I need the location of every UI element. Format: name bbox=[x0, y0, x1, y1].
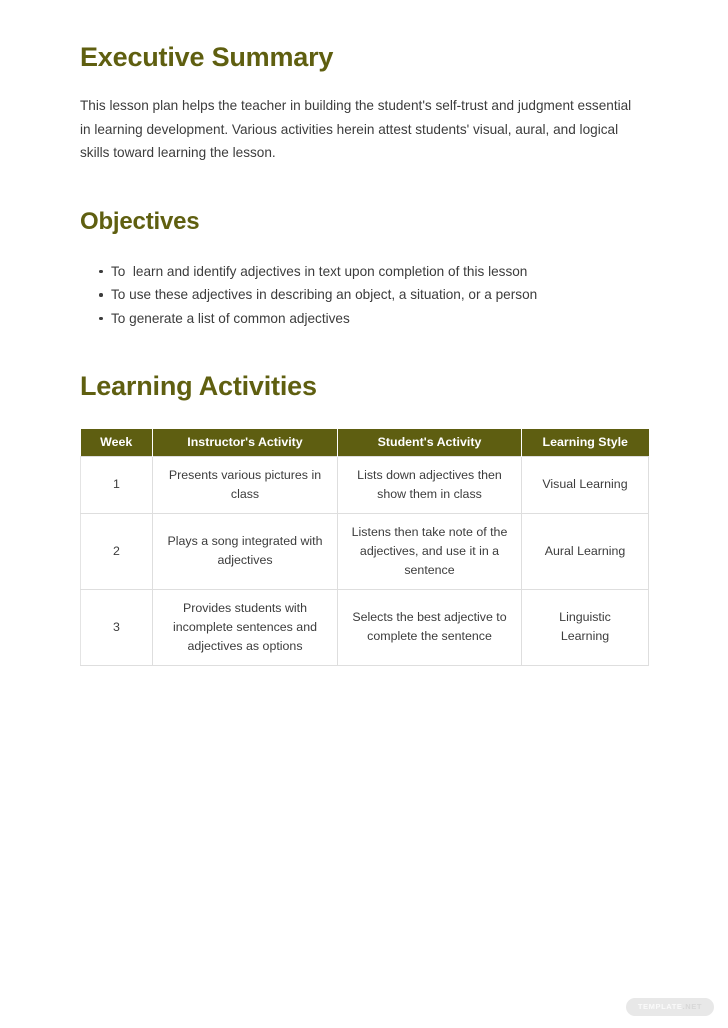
table-body bbox=[81, 456, 649, 665]
list-item: To learn and identify adjectives in text upon completion of this lesson bbox=[101, 260, 648, 284]
table-row bbox=[81, 513, 649, 589]
cell-instructor-activity: Plays a song integrated with adjectives bbox=[153, 513, 338, 589]
cell-week: 3 bbox=[81, 589, 153, 665]
column-header-week: Week bbox=[81, 429, 153, 456]
table-row bbox=[81, 589, 649, 665]
objectives-list bbox=[80, 236, 648, 331]
cell-instructor-activity: Presents various pictures in class bbox=[153, 456, 338, 513]
executive-summary-heading: Executive Summary bbox=[80, 42, 334, 72]
cell-learning-style: Aural Learning bbox=[522, 513, 649, 589]
cell-student-activity: Selects the best adjective to complete the sentence bbox=[338, 589, 522, 665]
cell-student-activity: Listens then take note of the adjectives, and use it in a sentence bbox=[338, 513, 522, 589]
column-header-instructor-activity: Instructor's Activity bbox=[153, 429, 338, 456]
watermark-brand: TEMPLATE bbox=[637, 1002, 683, 1011]
objectives-heading: Objectives bbox=[80, 207, 200, 235]
table-row bbox=[81, 456, 649, 513]
table-header-row bbox=[81, 429, 649, 456]
learning-activities-table bbox=[80, 429, 649, 666]
cell-student-activity: Lists down adjectives then show them in class bbox=[338, 456, 522, 513]
cell-week: 1 bbox=[81, 456, 153, 513]
cell-learning-style: Linguistic Learning bbox=[522, 589, 649, 665]
template-net-watermark bbox=[626, 998, 714, 1016]
list-item: To use these adjectives in describing an object, a situation, or a person bbox=[101, 283, 648, 307]
learning-activities-heading: Learning Activities bbox=[80, 371, 317, 401]
executive-summary-paragraph: This lesson plan helps the teacher in building the student's self-trust and judgment essential in learning development. Various activities herein attest students' visual, aural, and logical skills toward learning the lesson. bbox=[80, 98, 632, 160]
cell-learning-style: Visual Learning bbox=[522, 456, 649, 513]
column-header-learning-style: Learning Style bbox=[522, 429, 649, 456]
table-header bbox=[81, 429, 649, 456]
watermark-tld: .NET bbox=[682, 1002, 702, 1011]
column-header-student-activity: Student's Activity bbox=[338, 429, 522, 456]
learning-activities-table-wrapper bbox=[80, 402, 648, 666]
cell-instructor-activity: Provides students with incomplete sentences and adjectives as options bbox=[153, 589, 338, 665]
list-item: To generate a list of common adjectives bbox=[101, 307, 648, 331]
cell-week: 2 bbox=[81, 513, 153, 589]
